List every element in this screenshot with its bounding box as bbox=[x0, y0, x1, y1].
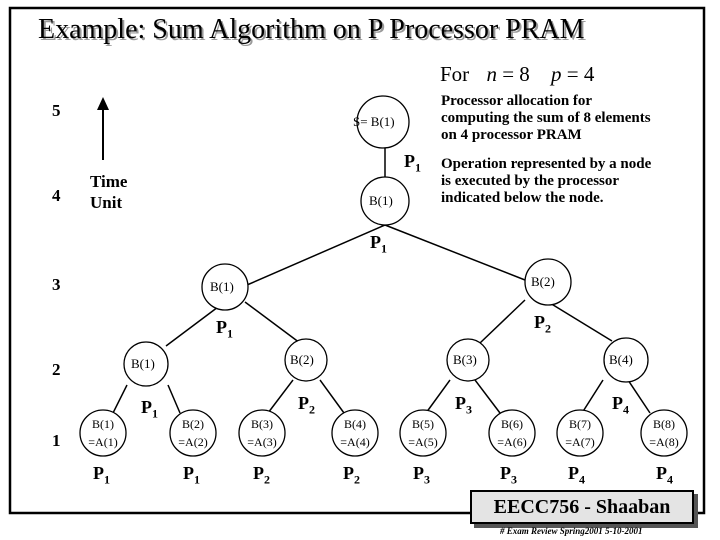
params-for: For bbox=[440, 62, 470, 86]
processor-index: 4 bbox=[623, 402, 629, 417]
processor-index: 1 bbox=[104, 472, 110, 487]
leaf-b-label: B(2) bbox=[182, 417, 204, 431]
leaf-label bbox=[560, 415, 600, 451]
leaf-label bbox=[403, 415, 443, 451]
params-p-value: = 4 bbox=[566, 62, 595, 86]
params-line bbox=[440, 62, 594, 87]
edge-3b-4 bbox=[385, 225, 525, 280]
leaf-b-label: B(4) bbox=[344, 417, 366, 431]
leaf-b-label: B(6) bbox=[501, 417, 523, 431]
processor-index: 2 bbox=[545, 321, 551, 336]
leaf-a-label: =A(8) bbox=[649, 435, 679, 449]
edge-1b-2a bbox=[168, 385, 180, 413]
edge-2a-3a bbox=[166, 307, 218, 346]
processor-letter: P bbox=[455, 393, 466, 413]
leaf-a-label: =A(2) bbox=[178, 435, 208, 449]
processor-label bbox=[455, 393, 472, 418]
processor-index: 2 bbox=[264, 472, 270, 487]
processor-index: 2 bbox=[309, 402, 315, 417]
processor-index: 4 bbox=[667, 472, 673, 487]
processor-label bbox=[500, 463, 517, 488]
leaf-label bbox=[83, 415, 123, 451]
node-level2-label: B(1) bbox=[131, 356, 155, 371]
leaf-a-label: =A(6) bbox=[497, 435, 527, 449]
leaf-b-label: B(5) bbox=[412, 417, 434, 431]
edge-1h-2d bbox=[628, 380, 650, 413]
processor-label bbox=[568, 463, 585, 488]
level-label-2: 2 bbox=[52, 360, 61, 379]
leaf-a-label: =A(7) bbox=[565, 435, 595, 449]
processor-label bbox=[404, 151, 421, 176]
processor-letter: P bbox=[534, 312, 545, 332]
leaf-b-label: B(3) bbox=[251, 417, 273, 431]
node-level2-label: B(3) bbox=[453, 352, 477, 367]
footnote: # Exam Review Spring2001 5-10-2001 bbox=[500, 526, 643, 536]
level-label-4: 4 bbox=[52, 186, 61, 205]
processor-index: 4 bbox=[579, 472, 585, 487]
processor-index: 1 bbox=[415, 160, 421, 175]
processor-index: 1 bbox=[194, 472, 200, 487]
time-arrow-head bbox=[97, 97, 109, 110]
edge-1a-2a bbox=[113, 385, 127, 413]
node-level3-label: B(2) bbox=[531, 274, 555, 289]
processor-letter: P bbox=[216, 317, 227, 337]
edge-3a-4 bbox=[247, 225, 385, 285]
processor-letter: P bbox=[298, 393, 309, 413]
processor-label bbox=[413, 463, 430, 488]
processor-letter: P bbox=[413, 463, 424, 483]
leaf-label bbox=[242, 415, 282, 451]
processor-index: 2 bbox=[354, 472, 360, 487]
node-level3-label: B(1) bbox=[210, 279, 234, 294]
processor-letter: P bbox=[253, 463, 264, 483]
processor-letter: P bbox=[656, 463, 667, 483]
processor-label bbox=[93, 463, 110, 488]
edge-1g-2d bbox=[582, 380, 603, 413]
processor-label bbox=[298, 393, 315, 418]
processor-index: 3 bbox=[466, 402, 472, 417]
processor-letter: P bbox=[500, 463, 511, 483]
leaf-a-label: =A(4) bbox=[340, 435, 370, 449]
processor-letter: P bbox=[404, 151, 415, 171]
params-p: p bbox=[551, 62, 562, 86]
edge-2b-3a bbox=[245, 302, 300, 343]
leaf-a-label: =A(3) bbox=[247, 435, 277, 449]
leaf-b-label: B(7) bbox=[569, 417, 591, 431]
level-label-1: 1 bbox=[52, 431, 61, 450]
allocation-note bbox=[441, 93, 651, 144]
time-unit-label-line: Unit bbox=[90, 193, 123, 212]
processor-index: 1 bbox=[227, 326, 233, 341]
edge-1d-2b bbox=[320, 380, 344, 413]
node-level4-label: B(1) bbox=[369, 193, 393, 208]
leaf-a-label: =A(1) bbox=[88, 435, 118, 449]
edge-2c-3b bbox=[480, 300, 525, 343]
processor-label bbox=[216, 317, 233, 342]
processor-letter: P bbox=[183, 463, 194, 483]
leaf-b-label: B(8) bbox=[653, 417, 675, 431]
processor-letter: P bbox=[141, 397, 152, 417]
leaf-a-label: =A(5) bbox=[408, 435, 438, 449]
processor-letter: P bbox=[568, 463, 579, 483]
edge-1f-2c bbox=[475, 380, 500, 413]
leaf-label bbox=[644, 415, 684, 451]
processor-letter: P bbox=[370, 232, 381, 252]
processor-label bbox=[253, 463, 270, 488]
allocation-note-line: on 4 processor PRAM bbox=[441, 127, 582, 143]
processor-index: 3 bbox=[424, 472, 430, 487]
level-label-3: 3 bbox=[52, 275, 61, 294]
processor-letter: P bbox=[93, 463, 104, 483]
params-n: n bbox=[486, 62, 497, 86]
level-label-5: 5 bbox=[52, 101, 61, 120]
node-root-label: S= B(1) bbox=[353, 114, 395, 129]
time-unit-label-line: Time bbox=[90, 172, 128, 191]
processor-label bbox=[141, 397, 158, 422]
leaf-label bbox=[173, 415, 213, 451]
time-unit-label bbox=[90, 171, 127, 213]
allocation-note-line: computing the sum of 8 elements bbox=[441, 110, 651, 126]
processor-letter: P bbox=[343, 463, 354, 483]
node-level2-label: B(4) bbox=[609, 352, 633, 367]
processor-label bbox=[612, 393, 629, 418]
processor-index: 1 bbox=[152, 406, 158, 421]
processor-label bbox=[534, 312, 551, 337]
processor-label bbox=[343, 463, 360, 488]
processor-index: 3 bbox=[511, 472, 517, 487]
node-level2-label: B(2) bbox=[290, 352, 314, 367]
processor-letter: P bbox=[612, 393, 623, 413]
operation-note-line: indicated below the node. bbox=[441, 190, 604, 206]
processor-label bbox=[183, 463, 200, 488]
page-title: Example: Sum Algorithm on P Processor PRAM bbox=[38, 14, 585, 45]
edge-1c-2b bbox=[268, 380, 293, 413]
edge-2d-3b bbox=[545, 300, 612, 341]
leaf-b-label: B(1) bbox=[92, 417, 114, 431]
operation-note-line: is executed by the processor bbox=[441, 173, 620, 189]
edge-1e-2c bbox=[426, 380, 450, 413]
allocation-note-line: Processor allocation for bbox=[441, 93, 593, 109]
processor-label bbox=[370, 232, 387, 257]
processor-index: 1 bbox=[381, 241, 387, 256]
operation-note bbox=[441, 156, 651, 207]
processor-label bbox=[656, 463, 673, 488]
operation-note-line: Operation represented by a node bbox=[441, 156, 652, 172]
params-n-value: = 8 bbox=[502, 62, 530, 86]
leaf-label bbox=[335, 415, 375, 451]
leaf-label bbox=[492, 415, 532, 451]
course-footer-badge: EECC756 - Shaaban bbox=[470, 490, 694, 524]
